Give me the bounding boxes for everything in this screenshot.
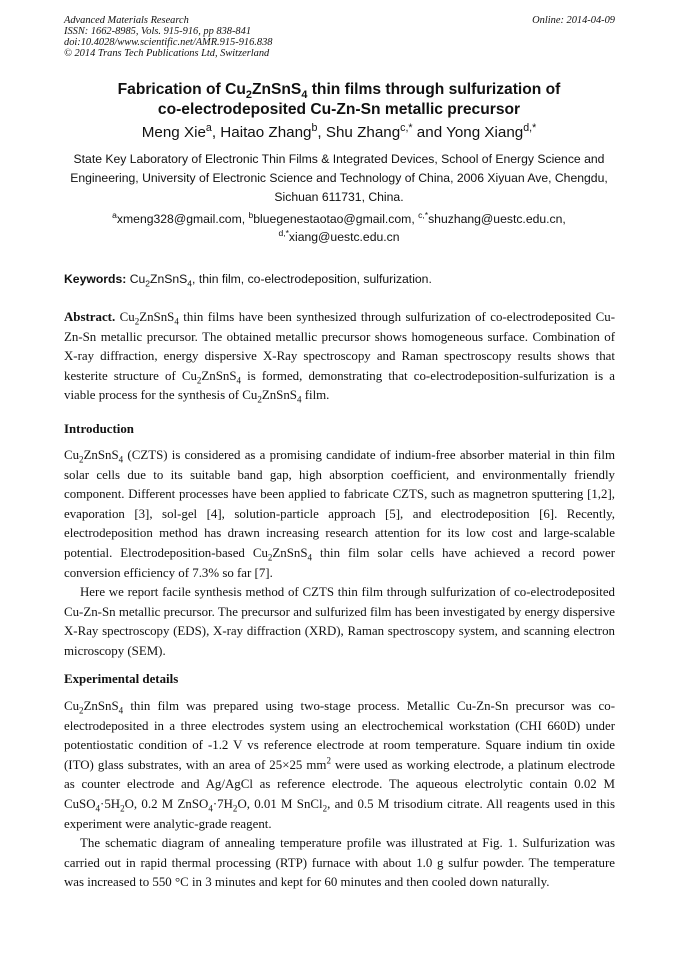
experimental-body [64, 697, 615, 893]
author: Yong Xiang [446, 124, 524, 141]
section-heading-experimental: Experimental details [64, 672, 179, 686]
journal-name: Advanced Materials Research [64, 15, 189, 26]
doi-line: doi:10.4028/www.scientific.net/AMR.915-916.838 [64, 37, 273, 48]
paper-title [40, 80, 638, 120]
keywords: Keywords: $Cu_2ZnSnS_4$, thin film, co-electrodeposition, sulfurization. [64, 272, 432, 289]
abstract-label: Abstract. [64, 310, 116, 324]
issn-line: ISSN: 1662-8985, Vols. 915-916, pp 838-841 [64, 26, 252, 37]
author: Shu Zhang [325, 124, 401, 141]
paragraph: The schematic diagram of annealing temperature profile was illustrated at Fig. 1. Sulfurization was carried out in rapid thermal processing (RTP) furnace with about 1.0 g sulfur powder. The temperature was increased to 550 °C in 3 minutes and kept for 60 minutes and then cooled down naturally. [64, 836, 615, 890]
author-emails: $^a$xmeng328@gmail.com, $^b$bluegenestaotao@gmail.com, $^{c,*}$shuzhang@uestc.edu.cn, $^{d,*}$xiang@uestc.edu.cn [112, 209, 566, 244]
title-line-2: co-electrodeposited Cu-Zn-Sn metallic precursor [157, 101, 521, 118]
email-link[interactable]: bluegenestaotao@gmail.com [253, 212, 412, 226]
author: Haitao Zhang [220, 124, 312, 141]
introduction-body [64, 446, 615, 662]
journal-header [64, 15, 615, 59]
section-heading-introduction: Introduction [64, 422, 134, 436]
online-date: Online: 2014-04-09 [532, 15, 615, 26]
email-link[interactable]: shuzhang@uestc.edu.cn [428, 212, 563, 226]
paragraph: $Cu_2ZnSnS_4$ (CZTS) is considered as a promising candidate of indium-free absorber material in thin film solar cells due to its suitable band gap, high absorption coefficient, and environmentally friendly component. Different processes have been applied to fabricate CZTS, such as magnetron sputtering [1,2], evaporation [3], sol-gel [4], solution-particle approach [5], and electrodeposition [6]. Recently, electrodeposition method has drawn increasing research attention for its low cost and large-scalable potential. Electrodeposition-based $Cu_2ZnSnS_4$ thin film solar cells have achieved a record power conversion efficiency of 7.3% so far [7]. [64, 448, 615, 580]
keywords-label: Keywords: [64, 272, 127, 286]
affiliation: State Key Laboratory of Electronic Thin Films & Integrated Devices, School of Energy Science and Engineering, University of Electronic Science and Technology of China, 2006 Xiyuan Ave, Chengdu, Sichuan 611731, China. [70, 152, 608, 205]
title-line-1: Fabrication of $Cu_2ZnSnS_4$ thin films through sulfurization of [117, 81, 561, 102]
author-list: Meng Xie$^a$, Haitao Zhang$^b$, Shu Zhang$^{c,*}$ and Yong Xiang$^{d,*}$ [141, 121, 537, 141]
abstract: Abstract. $Cu_2ZnSnS_4$ thin films have been synthesized through sulfurization of co-electrodeposited Cu-Zn-Sn metallic precursor. The obtained metallic precursor shows homogeneous surface. Combination of X-ray diffraction, energy dispersive X-Ray spectroscopy and Raman spectroscopy results shows that kesterite structure of $Cu_2ZnSnS_4$ is formed, demonstrating that co-electrodeposition-sulfurization is a viable process for the synthesis of $Cu_2ZnSnS_4$ film. [64, 310, 615, 405]
author: Meng Xie [141, 124, 206, 141]
paragraph: $Cu_2ZnSnS_4$ thin film was prepared using two-stage process. Metallic Cu-Zn-Sn precursor was co-electrodeposited in a three electrodes system using an electrochemical workstation (CHI 660D) under potentiostatic condition of -1.2 V vs reference electrode at room temperature. Square indium tin oxide (ITO) glass substrates, with an area of 25×25 $mm^2$ were used as working electrode, a platinum electrode as counter electrode and Ag/AgCl as reference electrode. The aqueous electrolytic contain 0.02 M $CuSO_4\cdot 5H_2O$, 0.2 M $ZnSO_4\cdot 7H_2O$, 0.01 M SnCl$_2$, and 0.5 M trisodium citrate. All reagents used in this experiment were analytic-grade reagent. [64, 699, 616, 831]
copyright-line: © 2014 Trans Tech Publications Ltd, Switzerland [64, 48, 270, 59]
email-link[interactable]: xiang@uestc.edu.cn [288, 229, 400, 244]
paragraph: Here we report facile synthesis method of CZTS thin film through sulfurization of co-electrodeposited Cu-Zn-Sn metallic precursor. The precursor and sulfurized film has been investigated by energy dispersive X-Ray spectroscopy (EDS), X-ray diffraction (XRD), Raman spectroscopy system, and scanning electron microscopy (SEM). [64, 585, 615, 658]
email-link[interactable]: xmeng328@gmail.com [116, 212, 242, 226]
